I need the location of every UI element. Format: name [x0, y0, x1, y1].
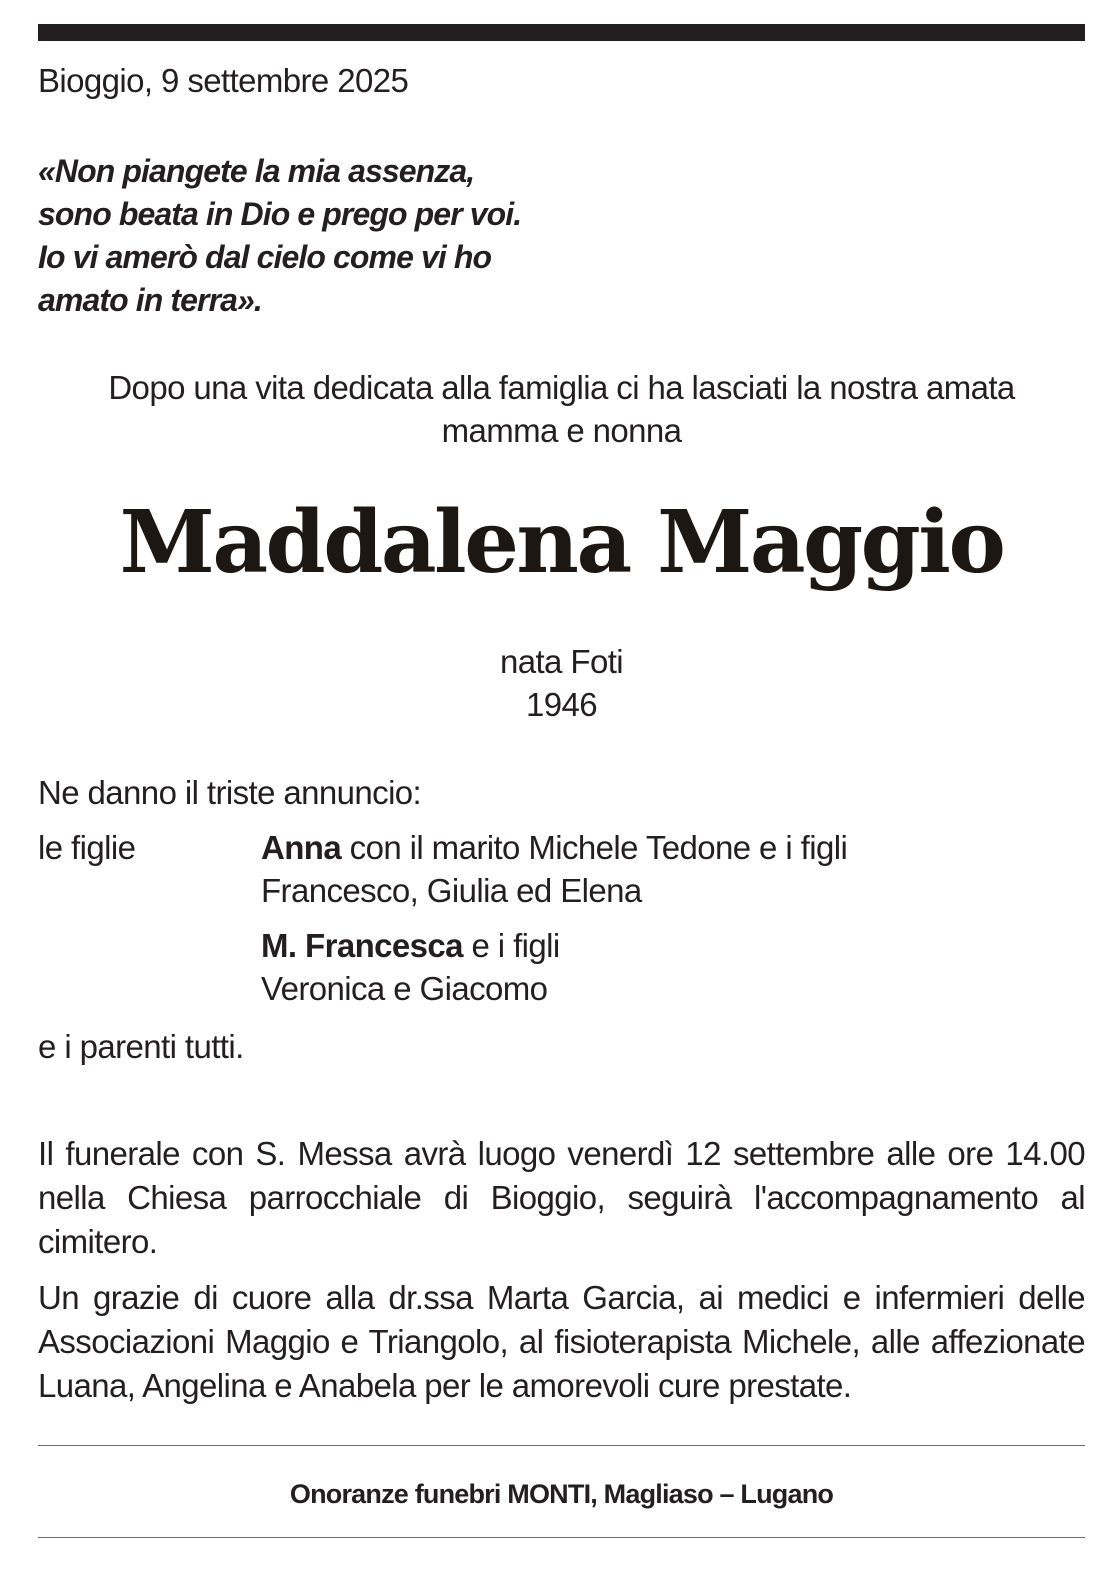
funeral-details: Il funerale con S. Messa avrà luogo venerdì 12 settembre alle ore 14.00 nella Chiesa parrocchiale di Bioggio, seguirà l'accompagnamento al cimitero.: [38, 1135, 1085, 1260]
maiden-name: nata Foti: [499, 643, 623, 680]
footer-rule-top: [38, 1445, 1085, 1446]
family-entry: [261, 924, 1061, 1010]
footer-rule-bottom: [38, 1537, 1085, 1538]
quote-line: amato in terra».: [38, 282, 262, 318]
announcement-intro: Ne danno il triste annuncio:: [38, 774, 422, 811]
family-entry-line: Francesco, Giulia ed Elena: [261, 872, 642, 909]
intro-line: Dopo una vita dedicata alla famiglia ci ha lasciati la nostra amata: [108, 369, 1015, 406]
quote-line: Io vi amerò dal cielo come vi ho: [38, 239, 492, 275]
intro-text: [38, 366, 1085, 452]
family-entry-line: [261, 826, 1061, 869]
relation-label: le figlie: [38, 829, 136, 866]
quote-line: sono beata in Dio e prego per voi.: [38, 196, 522, 232]
thanks-paragraph: Un grazie di cuore alla dr.ssa Marta Garcia, ai medici e infermieri delle Associazioni Maggio e Triangolo, al fisioterapista Michele, alle affezionate Luana, Angelina e Anabela per le amorevoli cure prestate.: [38, 1279, 1085, 1404]
family-entry: [261, 826, 1061, 912]
family-member-detail: con il marito Michele Tedone e i figli: [341, 829, 848, 866]
family-entry-line: [261, 924, 1061, 967]
quote-line: «Non piangete la mia assenza,: [38, 153, 475, 189]
family-member-name: M. Francesca: [261, 927, 463, 964]
deceased-name: Maddalena Maggio: [119, 492, 1004, 593]
closing-relatives: e i parenti tutti.: [38, 1028, 244, 1065]
obituary-notice: [38, 0, 1085, 1577]
family-member-name: Anna: [261, 829, 342, 866]
family-member-detail: e i figli: [462, 927, 560, 964]
top-rule: [38, 24, 1085, 41]
birth-year: 1946: [525, 686, 597, 723]
intro-line: mamma e nonna: [441, 412, 682, 449]
family-entry-line: Veronica e Giacomo: [261, 970, 548, 1007]
epitaph-quote: [38, 150, 598, 322]
place-date: Bioggio, 9 settembre 2025: [38, 62, 409, 99]
funeral-home: Onoranze funebri MONTI, Magliaso – Lugano: [289, 1479, 834, 1509]
